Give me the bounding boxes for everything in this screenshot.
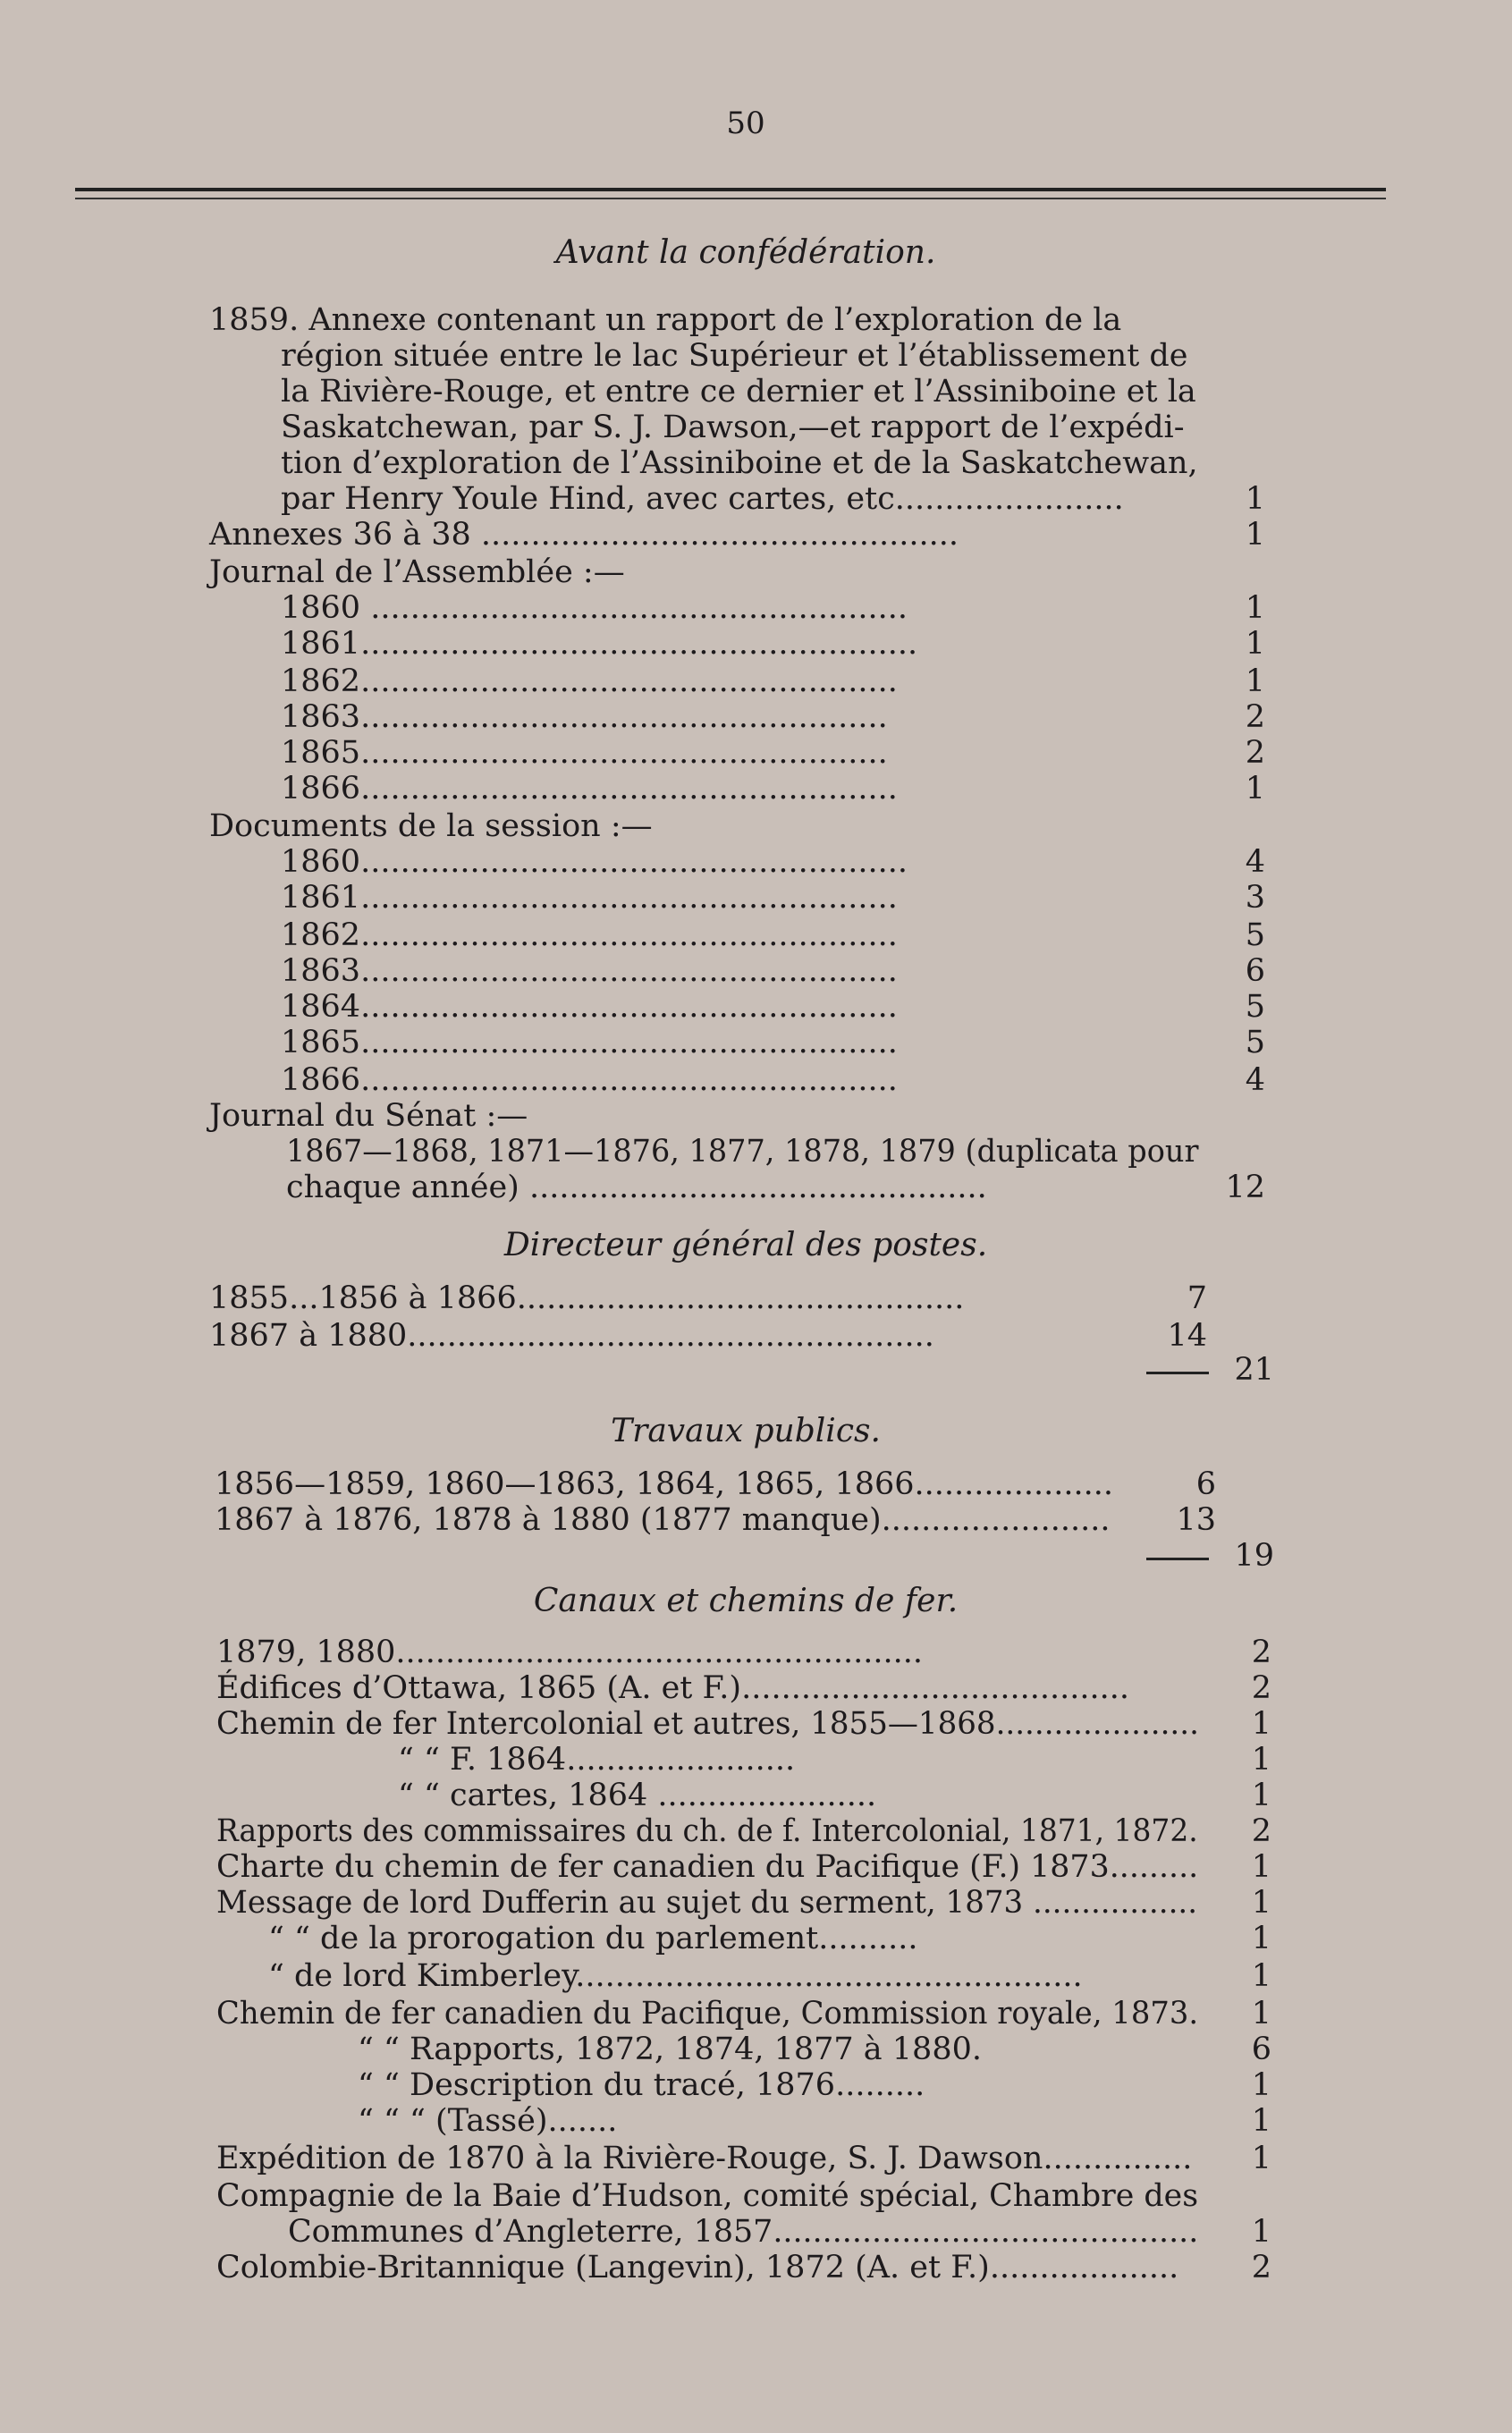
entry-line: 1867 à 1876, 1878 à 1880 (1877 manque)....................... <box>215 1502 1111 1538</box>
count-value: 7 <box>1187 1280 1207 1316</box>
count-value: 4 <box>1245 1062 1265 1098</box>
entry-line: Rapports des commissaires du ch. de f. Intercolonial, 1871, 1872. <box>216 1813 1198 1849</box>
count-value: 1 <box>1251 2103 1271 2139</box>
count-value: 5 <box>1245 989 1265 1025</box>
section-heading: Travaux publics. <box>611 1413 881 1449</box>
total-value: 19 <box>1234 1538 1274 1574</box>
entry-line: 1863...................................................... <box>281 953 898 989</box>
entry-line: “ “ cartes, 1864 ...................... <box>398 1778 877 1813</box>
count-value: 6 <box>1245 953 1265 989</box>
entry-line: Message de lord Dufferin au sujet du serment, 1873 ................. <box>216 1885 1198 1921</box>
entry-line: Journal de l’Assemblée :— <box>209 554 625 590</box>
count-value: 1 <box>1245 481 1265 517</box>
entry-line: “ “ Rapports, 1872, 1874, 1877 à 1880. <box>358 2032 982 2067</box>
count-value: 1 <box>1251 1778 1271 1813</box>
entry-line: “ “ “ (Tassé)....... <box>358 2103 618 2139</box>
entry-line: 1859. Annexe contenant un rapport de l’exploration de la <box>209 302 1122 338</box>
entry-line: Colombie-Britannique (Langevin), 1872 (A. et F.)................... <box>216 2250 1179 2285</box>
count-value: 1 <box>1245 663 1265 699</box>
entry-line: région située entre le lac Supérieur et l’établissement de <box>281 338 1188 374</box>
count-value: 6 <box>1195 1466 1216 1502</box>
count-value: 2 <box>1251 1635 1271 1670</box>
entry-line: 1856—1859, 1860—1863, 1864, 1865, 1866.................... <box>215 1466 1114 1502</box>
entry-line: 1866...................................................... <box>281 1062 898 1098</box>
entry-line: 1865..................................................... <box>281 735 888 771</box>
header-rule-thin <box>75 198 1386 199</box>
entry-line: 1866...................................................... <box>281 771 898 807</box>
page-number: 50 <box>726 106 765 141</box>
count-value: 5 <box>1245 1025 1265 1060</box>
entry-line: par Henry Youle Hind, avec cartes, etc....................... <box>281 481 1124 517</box>
entry-line: 1855...1856 à 1866............................................. <box>209 1280 965 1316</box>
entry-line: 1864...................................................... <box>281 989 898 1025</box>
count-value: 1 <box>1251 2214 1271 2250</box>
count-value: 3 <box>1245 880 1265 916</box>
entry-line: Expédition de 1870 à la Rivière-Rouge, S. J. Dawson............... <box>216 2141 1193 2176</box>
entry-line: la Rivière-Rouge, et entre ce dernier et l’Assiniboine et la <box>281 374 1196 410</box>
count-value: 12 <box>1225 1170 1265 1205</box>
entry-line: Charte du chemin de fer canadien du Pacifique (F.) 1873......... <box>216 1849 1199 1885</box>
entry-line: “ “ Description du tracé, 1876......... <box>358 2067 925 2103</box>
entry-line: 1879, 1880..................................................... <box>216 1635 924 1670</box>
entry-line: “ “ F. 1864....................... <box>398 1742 796 1778</box>
header-rule-thick <box>75 188 1386 191</box>
count-value: 1 <box>1251 1742 1271 1778</box>
count-value: 1 <box>1251 1921 1271 1956</box>
entry-line: 1860....................................................... <box>281 844 908 880</box>
entry-line: Compagnie de la Baie d’Hudson, comité spécial, Chambre des <box>216 2178 1199 2214</box>
count-value: 1 <box>1251 1996 1271 2032</box>
count-value: 1 <box>1245 590 1265 626</box>
count-value: 2 <box>1251 1813 1271 1849</box>
entry-line: “ “ de la prorogation du parlement.......... <box>268 1921 918 1956</box>
count-value: 1 <box>1251 1706 1271 1742</box>
count-value: 1 <box>1251 1849 1271 1885</box>
entry-line: 1865...................................................... <box>281 1025 898 1060</box>
count-value: 5 <box>1245 917 1265 953</box>
entry-line: tion d’exploration de l’Assiniboine et de la Saskatchewan, <box>281 445 1198 481</box>
section-heading: Canaux et chemins de fer. <box>533 1583 959 1619</box>
entry-line: Édifices d’Ottawa, 1865 (A. et F.)....................................... <box>216 1670 1129 1706</box>
entry-line: 1861........................................................ <box>281 626 918 662</box>
entry-line: “ de lord Kimberley................................................... <box>268 1958 1083 1994</box>
count-value: 1 <box>1251 1885 1271 1921</box>
count-value: 1 <box>1251 2141 1271 2176</box>
total-value: 21 <box>1234 1352 1274 1388</box>
entry-line: 1862...................................................... <box>281 663 898 699</box>
entry-line: Journal du Sénat :— <box>209 1098 528 1134</box>
section-heading: Avant la confédération. <box>555 234 936 271</box>
entry-line: 1862...................................................... <box>281 917 898 953</box>
entry-line: Chemin de fer Intercolonial et autres, 1855—1868..................... <box>216 1706 1199 1742</box>
entry-line: chaque année) .............................................. <box>286 1170 987 1205</box>
count-value: 1 <box>1245 626 1265 662</box>
sum-rule <box>1146 1372 1209 1374</box>
count-value: 14 <box>1167 1318 1207 1354</box>
count-value: 1 <box>1245 771 1265 807</box>
entry-line: Documents de la session :— <box>209 808 653 844</box>
sum-rule <box>1146 1558 1209 1560</box>
count-value: 13 <box>1176 1502 1216 1538</box>
count-value: 4 <box>1245 844 1265 880</box>
entry-line: Annexes 36 à 38 ................................................ <box>209 517 959 553</box>
count-value: 2 <box>1251 2250 1271 2285</box>
count-value: 6 <box>1251 2032 1271 2067</box>
entry-line: 1860 ...................................................... <box>281 590 908 626</box>
count-value: 2 <box>1251 1670 1271 1706</box>
count-value: 1 <box>1245 517 1265 553</box>
entry-line: 1867—1868, 1871—1876, 1877, 1878, 1879 (duplicata pour <box>286 1134 1199 1170</box>
count-value: 1 <box>1251 2067 1271 2103</box>
count-value: 2 <box>1245 735 1265 771</box>
count-value: 1 <box>1251 1958 1271 1994</box>
entry-line: Chemin de fer canadien du Pacifique, Commission royale, 1873. <box>216 1996 1199 2032</box>
entry-line: 1867 à 1880..................................................... <box>209 1318 934 1354</box>
entry-line: Saskatchewan, par S. J. Dawson,—et rapport de l’expédi- <box>281 410 1185 445</box>
entry-line: 1861...................................................... <box>281 880 898 916</box>
entry-line: 1863..................................................... <box>281 699 888 735</box>
entry-line: Communes d’Angleterre, 1857........................................... <box>288 2214 1199 2250</box>
count-value: 2 <box>1245 699 1265 735</box>
section-heading: Directeur général des postes. <box>503 1227 988 1263</box>
